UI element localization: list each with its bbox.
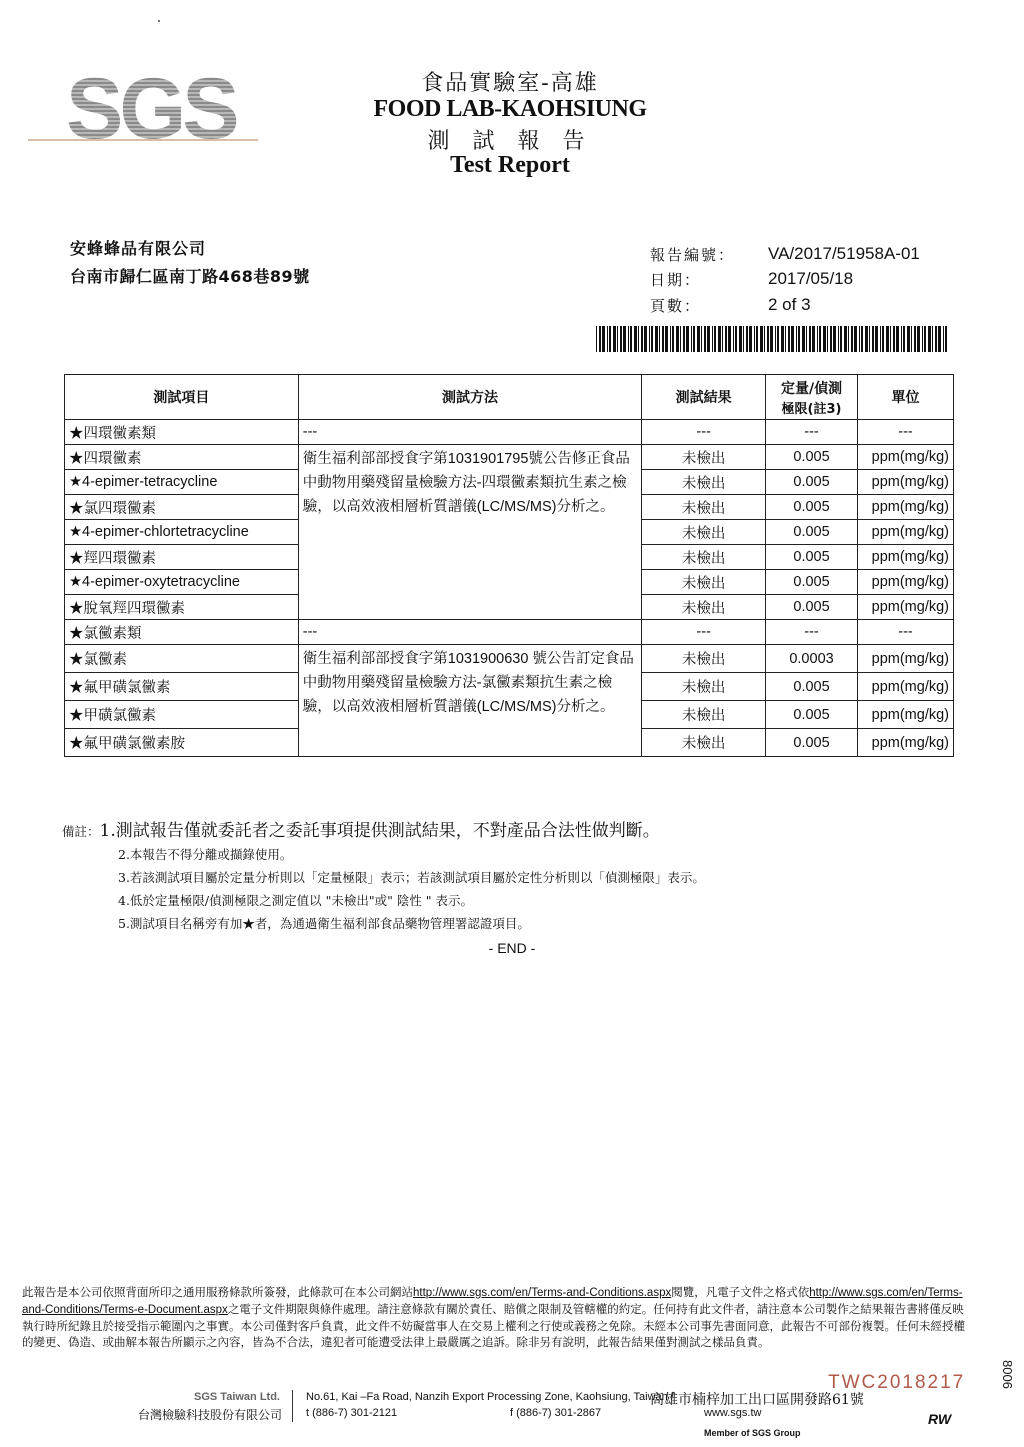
barcode-bar	[672, 326, 674, 352]
barcode-bar	[809, 326, 811, 352]
group-title-limit: ---	[766, 620, 858, 645]
item-name: ★氟甲磺氯黴素胺	[65, 729, 299, 757]
barcode-bar	[781, 326, 784, 352]
barcode-bar	[746, 326, 748, 352]
sgs-logo	[28, 58, 258, 154]
item-unit: ppm(mg/kg)	[857, 673, 953, 701]
footer-divider	[292, 1390, 293, 1422]
item-unit: ppm(mg/kg)	[857, 545, 953, 570]
barcode-bar	[644, 326, 647, 352]
footer-member: Member of SGS Group	[704, 1428, 801, 1438]
item-limit: 0.005	[766, 445, 858, 470]
lab-name-zh: 食品實驗室-高雄	[421, 71, 599, 96]
report-title-en: Test Report	[450, 152, 570, 178]
item-name: ★氯四環黴素	[65, 495, 299, 520]
barcode-bar	[838, 326, 839, 352]
barcode-bar	[617, 326, 618, 352]
barcode-bar	[938, 326, 941, 352]
result-table	[64, 374, 954, 757]
test-method: 衛生福利部部授食字第1031900630 號公告訂定食品中動物用藥殘留量檢驗方法-氯黴素類抗生素之檢驗，以高效液相層析質譜儀(LC/MS/MS)分析之。	[298, 645, 642, 757]
barcode-bar	[798, 326, 800, 352]
header-unit: 單位	[857, 375, 953, 420]
group-title: ★四環黴素類	[65, 420, 299, 445]
client-name: 安蜂蜂品有限公司	[70, 239, 207, 258]
footer-fax: f (886-7) 301-2867	[510, 1407, 602, 1419]
test-method: 衛生福利部部授食字第1031901795號公告修正食品中動物用藥殘留量檢驗方法-四環黴素類抗生素之檢驗，以高效液相層析質譜儀(LC/MS/MS)分析之。	[298, 445, 642, 620]
barcode-bar	[760, 326, 763, 352]
report-date: 2017/05/18	[768, 269, 854, 288]
note-1-text: 1.測試報告僅就委託者之委託事項提供測試結果，不對產品合法性做判斷。	[99, 821, 660, 841]
report-date-label: 日期：	[650, 271, 702, 289]
item-name: ★4-epimer-chlortetracycline	[65, 520, 299, 545]
barcode-bar	[922, 326, 923, 352]
barcode-bar	[882, 326, 884, 352]
item-name: ★四環黴素	[65, 445, 299, 470]
rw-mark: RW	[928, 1411, 952, 1427]
barcode-bar	[655, 326, 658, 352]
barcode-bar	[623, 326, 626, 352]
barcode-bar	[833, 326, 836, 352]
note-5: 5.測試項目名稱旁有加★者，為通過衛生福利部食品藥物管理署認證項目。	[118, 916, 530, 931]
barcode-bar	[641, 326, 643, 352]
terms-link[interactable]: http://www.sgs.com/en/Terms-and-Conditions.aspx	[413, 1287, 672, 1299]
page-count: 2 of 3	[768, 295, 811, 314]
footer-telephone: t (886-7) 301-2121	[306, 1407, 398, 1419]
barcode-bar	[722, 326, 723, 352]
page-count-label: 頁數：	[650, 297, 702, 315]
item-limit: 0.005	[766, 595, 858, 620]
barcode-bar	[743, 326, 744, 352]
barcode-bar	[651, 326, 653, 352]
sgs-logo-text: SGS	[66, 61, 236, 154]
group-title-unit: ---	[857, 420, 953, 445]
barcode-bar	[872, 326, 874, 352]
item-result: 未檢出	[642, 673, 766, 701]
barcode-bar	[861, 326, 863, 352]
barcode-bar	[777, 326, 779, 352]
footer-company-en: SGS Taiwan Ltd.	[194, 1391, 280, 1403]
barcode-bar	[903, 326, 905, 352]
barcode-bar	[764, 326, 765, 352]
barcode-bar	[686, 326, 689, 352]
item-limit: 0.005	[766, 470, 858, 495]
item-name: ★甲磺氯黴素	[65, 701, 299, 729]
header-item: 測試項目	[65, 375, 299, 420]
barcode-bar	[943, 326, 944, 352]
item-result: 未檢出	[642, 595, 766, 620]
barcode-bar	[848, 326, 849, 352]
barcode-bar	[823, 326, 826, 352]
item-result: 未檢出	[642, 445, 766, 470]
barcode-bar	[596, 326, 597, 352]
disclaimer	[22, 1284, 972, 1350]
barcode-bar	[914, 326, 916, 352]
item-name: ★羥四環黴素	[65, 545, 299, 570]
item-limit: 0.0003	[766, 645, 858, 673]
table-header-row	[65, 375, 954, 420]
barcode-bar	[670, 326, 671, 352]
item-result: 未檢出	[642, 645, 766, 673]
barcode-bar	[886, 326, 889, 352]
barcode-bar	[620, 326, 622, 352]
barcode-bar	[662, 326, 664, 352]
barcode-bar	[875, 326, 878, 352]
barcode-bar	[659, 326, 660, 352]
barcode-bar	[859, 326, 860, 352]
group-title-unit: ---	[857, 620, 953, 645]
barcode-bar	[749, 326, 752, 352]
barcode-bar	[701, 326, 702, 352]
barcode-bar	[788, 326, 790, 352]
item-unit: ppm(mg/kg)	[857, 595, 953, 620]
disclaimer-text-1: 此報告是本公司依照背面所印之通用服務條款所簽發，此條款可在本公司網站	[22, 1285, 413, 1299]
barcode-bar	[812, 326, 815, 352]
item-name: ★脫氧羥四環黴素	[65, 595, 299, 620]
note-2: 2.本報告不得分離或擷錄使用。	[118, 847, 293, 862]
item-limit: 0.005	[766, 673, 858, 701]
item-unit: ppm(mg/kg)	[857, 470, 953, 495]
group-title-method: ---	[298, 620, 642, 645]
barcode-bar	[928, 326, 931, 352]
barcode-bar	[935, 326, 937, 352]
footer-website: www.sgs.tw	[704, 1407, 762, 1419]
barcode-bar	[602, 326, 605, 352]
barcode-bar	[767, 326, 769, 352]
group-title-result: ---	[642, 420, 766, 445]
barcode-bar	[683, 326, 685, 352]
item-result: 未檢出	[642, 495, 766, 520]
barcode-bar	[704, 326, 706, 352]
barcode-bar	[634, 326, 637, 352]
footer-company-zh: 台灣檢驗科技股份有限公司	[137, 1408, 282, 1422]
item-unit: ppm(mg/kg)	[857, 645, 953, 673]
barcode-bar	[830, 326, 832, 352]
item-limit: 0.005	[766, 729, 858, 757]
report-title-zh: 測 試 報 告	[427, 129, 593, 154]
group-title-result: ---	[642, 620, 766, 645]
barcode-bar	[665, 326, 668, 352]
barcode-bar	[735, 326, 737, 352]
e-document-terms-link[interactable]: http://www.sgs.com/en/Terms-and-Conditions/Terms-e-Document.aspx	[22, 1287, 963, 1316]
barcode-bar	[865, 326, 868, 352]
disclaimer-text-2: 閱覽，凡電子文件之格式依	[671, 1285, 810, 1299]
group-title-method: ---	[298, 420, 642, 445]
table-row	[65, 445, 954, 470]
scan-dot	[158, 20, 160, 22]
item-result: 未檢出	[642, 570, 766, 595]
item-limit: 0.005	[766, 545, 858, 570]
header-limit	[766, 375, 858, 420]
barcode-bar	[896, 326, 899, 352]
item-result: 未檢出	[642, 545, 766, 570]
group-title-limit: ---	[766, 420, 858, 445]
barcode-bar	[854, 326, 857, 352]
item-name: ★氟甲磺氯黴素	[65, 673, 299, 701]
barcode-bar	[691, 326, 692, 352]
side-number: 8006	[1000, 1360, 1015, 1389]
group-title-row	[65, 420, 954, 445]
note-4: 4.低於定量極限/偵測極限之測定值以 "未檢出"或" 陰性 " 表示。	[118, 893, 474, 908]
barcode-bar	[851, 326, 853, 352]
item-unit: ppm(mg/kg)	[857, 701, 953, 729]
item-unit: ppm(mg/kg)	[857, 445, 953, 470]
barcode-bar	[613, 326, 616, 352]
header-result: 測試結果	[642, 375, 766, 420]
barcode-bar	[917, 326, 920, 352]
group-title: ★氯黴素類	[65, 620, 299, 645]
barcode-bar	[945, 326, 947, 352]
barcode-bar	[676, 326, 679, 352]
group-title-row	[65, 620, 954, 645]
item-result: 未檢出	[642, 520, 766, 545]
barcode-bar	[649, 326, 650, 352]
barcode-bar	[693, 326, 695, 352]
barcode-bar	[791, 326, 794, 352]
report-number: VA/2017/51958A-01	[768, 244, 920, 263]
item-unit: ppm(mg/kg)	[857, 729, 953, 757]
barcode-bar	[680, 326, 681, 352]
barcode-bar	[827, 326, 828, 352]
end-mark: - END -	[488, 940, 536, 956]
item-limit: 0.005	[766, 520, 858, 545]
table-row	[65, 645, 954, 673]
barcode-bar	[725, 326, 727, 352]
item-unit: ppm(mg/kg)	[857, 495, 953, 520]
item-name: ★氯黴素	[65, 645, 299, 673]
barcode-bar	[932, 326, 933, 352]
barcode-bar	[844, 326, 847, 352]
barcode-bar	[840, 326, 842, 352]
barcode-bar	[880, 326, 881, 352]
barcode-bar	[599, 326, 601, 352]
barcode-bar	[628, 326, 629, 352]
lab-name-en: FOOD LAB-KAOHSIUNG	[373, 96, 647, 122]
report-number-label: 報告編號：	[650, 246, 736, 264]
header-limit-line1: 定量/偵測	[780, 380, 843, 397]
footer-address-zh: 高雄市楠梓加工出口區開發路61號	[650, 1392, 864, 1408]
barcode-bar	[869, 326, 870, 352]
note-1	[62, 820, 962, 843]
item-name: ★4-epimer-tetracycline	[65, 470, 299, 495]
barcode-bar	[802, 326, 805, 352]
item-unit: ppm(mg/kg)	[857, 570, 953, 595]
item-result: 未檢出	[642, 470, 766, 495]
item-result: 未檢出	[642, 729, 766, 757]
notes-prefix: 備註：	[62, 824, 100, 839]
barcode-bar	[775, 326, 776, 352]
barcode-bar	[785, 326, 786, 352]
note-3: 3.若該測試項目屬於定量分析則以「定量極限」表示；若該測試項目屬於定性分析則以「偵測極限」表示。	[118, 870, 705, 885]
barcode-bar	[728, 326, 731, 352]
barcode-bar	[770, 326, 773, 352]
footer-address-en: No.61, Kai –Fa Road, Nanzih Export Processing Zone, Kaohsiung, Taiwan /	[306, 1391, 674, 1403]
item-result: 未檢出	[642, 701, 766, 729]
item-name: ★4-epimer-oxytetracycline	[65, 570, 299, 595]
barcode-bar	[796, 326, 797, 352]
barcode-bar	[806, 326, 807, 352]
client-address: 台南市歸仁區南丁路468巷89號	[70, 267, 310, 286]
notes-section	[62, 820, 962, 935]
barcode-bar	[607, 326, 608, 352]
barcode-bar	[901, 326, 902, 352]
header-method: 測試方法	[298, 375, 642, 420]
barcode-bar	[718, 326, 721, 352]
barcode-bar	[609, 326, 611, 352]
item-limit: 0.005	[766, 701, 858, 729]
disclaimer-text-3: 之電子文件期限與條件處理。請注意條款有關於責任、賠償之限制及管轄權的約定。任何持有此文件者，請注意本公司製作之結果報告書將僅反映執行時所紀錄且於接受指示範圍內之事實。本公司僅對客戶負責，此文件不妨礙當事人在交易上權利之行使或義務之免除。未經本公司事先書面同意，此報告不可部份複製。任何未經授權的變更、偽造、或曲解本報告所顯示之內容，皆為不合法，違犯者可能遭受法律上最嚴厲之追訴。除非另有說明，此報告結果僅對測試之樣品負責。	[22, 1302, 965, 1349]
barcode-bar	[733, 326, 734, 352]
serial-number: TWC2018217	[828, 1372, 966, 1393]
barcode-bar	[707, 326, 710, 352]
barcode-bar	[819, 326, 821, 352]
barcode-bar	[638, 326, 639, 352]
barcode-bar	[924, 326, 926, 352]
barcode-bar	[697, 326, 700, 352]
barcode-bar	[739, 326, 742, 352]
barcode-bar	[630, 326, 632, 352]
barcode-bar	[712, 326, 713, 352]
barcode-bar	[714, 326, 716, 352]
barcode-bar	[754, 326, 755, 352]
item-limit: 0.005	[766, 495, 858, 520]
barcode-bar	[907, 326, 910, 352]
barcode	[596, 326, 948, 352]
barcode-bar	[756, 326, 758, 352]
header-limit-line2: 極限(註3)	[781, 401, 842, 417]
barcode-bar	[911, 326, 912, 352]
barcode-bar	[893, 326, 895, 352]
barcode-bar	[817, 326, 818, 352]
item-unit: ppm(mg/kg)	[857, 520, 953, 545]
item-limit: 0.005	[766, 570, 858, 595]
barcode-bar	[890, 326, 891, 352]
